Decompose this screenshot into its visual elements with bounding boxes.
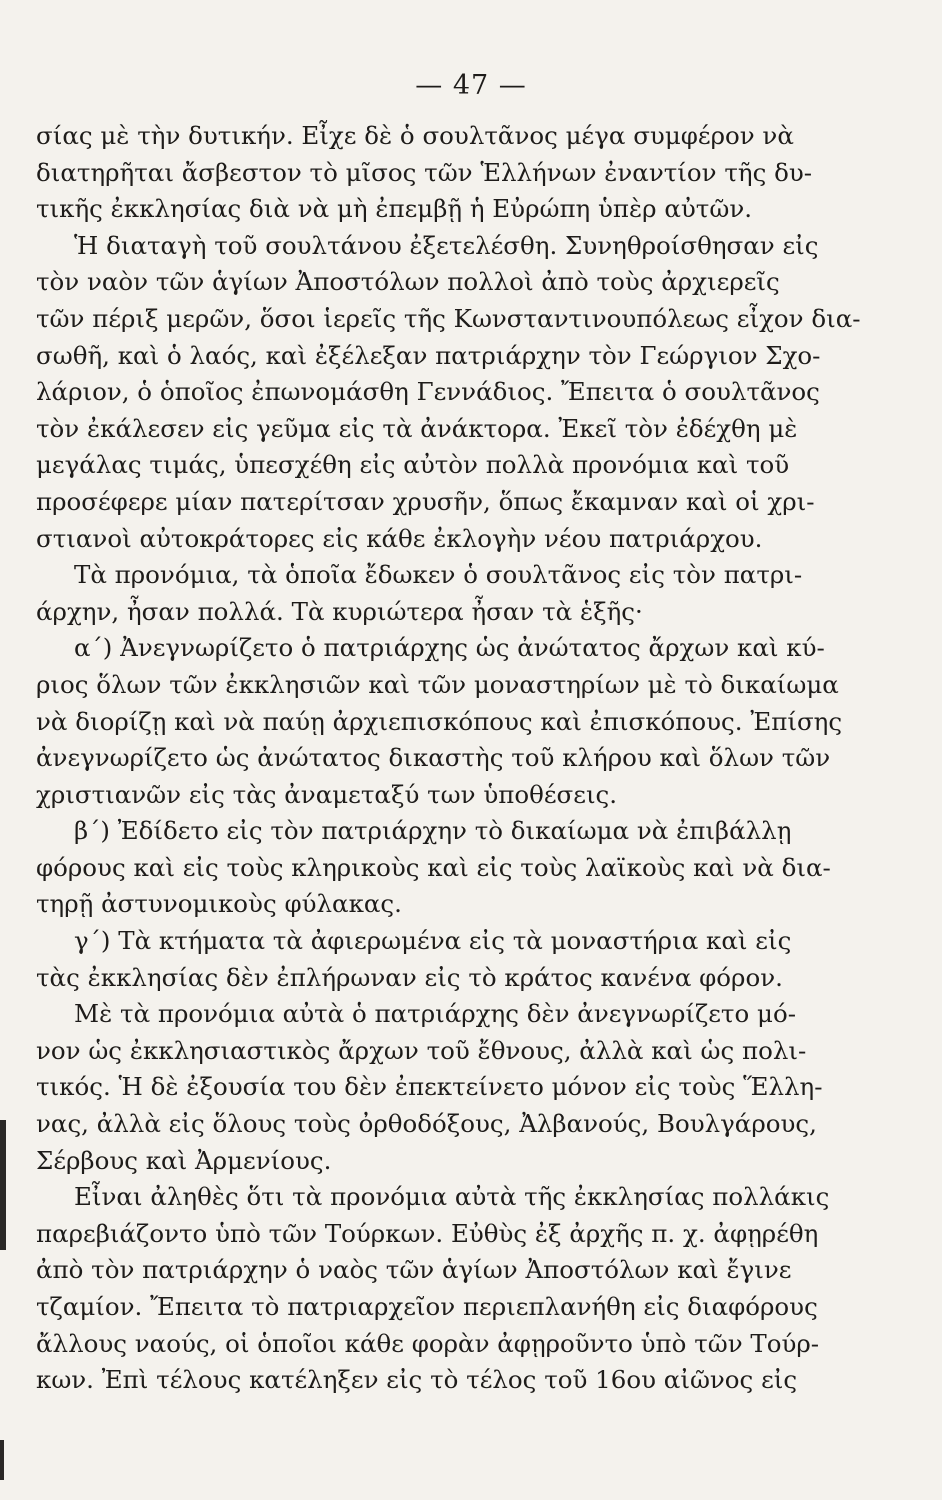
text-line: ἀνεγνωρίζετο ὡς ἀνώτατος δικαστὴς τοῦ κλήρου καὶ ὅλων τῶν bbox=[36, 743, 831, 773]
text-line: κων. Ἐπὶ τέλους κατέληξεν εἰς τὸ τέλος τοῦ 16ου αἰῶνος εἰς bbox=[36, 1365, 798, 1395]
text-line: στιανοὶ αὐτοκράτορες εἰς κάθε ἐκλογὴν νέου πατριάρχου. bbox=[36, 523, 763, 553]
text-line: τικός. Ἡ δὲ ἐξουσία του δὲν ἐπεκτείνετο μόνον εἰς τοὺς Ἕλλη- bbox=[36, 1072, 823, 1102]
text-line: Σέρβους καὶ Ἀρμενίους. bbox=[36, 1145, 332, 1175]
text-line: ἄλλους ναούς, οἱ ὁποῖοι κάθε φορὰν ἀφῃροῦντο ὑπὸ τῶν Τούρ- bbox=[36, 1328, 820, 1358]
text-line: τηρῇ ἀστυνομικοὺς φύλακας. bbox=[36, 889, 402, 919]
body-text bbox=[36, 118, 861, 1399]
text-line: άρχην, ἦσαν πολλά. Τὰ κυριώτερα ἦσαν τὰ ἑξῆς· bbox=[36, 596, 643, 626]
text-line: τικῆς ἐκκλησίας διὰ νὰ μὴ ἐπεμβῇ ἡ Εὐρώπη ὑπὲρ αὐτῶν. bbox=[36, 194, 753, 224]
text-line: σωθῆ, καὶ ὁ λαός, καὶ ἐξέλεξαν πατριάρχην τὸν Γεώργιον Σχο- bbox=[36, 340, 821, 370]
text-line: μεγάλας τιμάς, ὑπεσχέθη εἰς αὐτὸν πολλὰ προνόμια καὶ τοῦ bbox=[36, 450, 790, 480]
text-line: Μὲ τὰ προνόμια αὐτὰ ὁ πατριάρχης δὲν ἀνεγνωρίζετο μό- bbox=[74, 999, 796, 1029]
text-line: παρεβιάζοντο ὑπὸ τῶν Τούρκων. Εὐθὺς ἐξ ἀρχῆς π. χ. ἀφῃρέθη bbox=[36, 1218, 819, 1248]
text-line: νον ὡς ἐκκλησιαστικὸς ἄρχων τοῦ ἔθνους, ἀλλὰ καὶ ὡς πολι- bbox=[36, 1035, 807, 1065]
text-line: λάριον, ὁ ὁποῖος ἐπωνομάσθη Γεννάδιος. Ἔπειτα ὁ σουλτᾶνος bbox=[36, 377, 820, 407]
text-line: β΄) Ἐδίδετο εἰς τὸν πατριάρχην τὸ δικαίωμα νὰ ἐπιβάλλῃ bbox=[74, 816, 792, 846]
text-line: Εἶναι ἀληθὲς ὅτι τὰ προνόμια αὐτὰ τῆς ἐκκλησίας πολλάκις bbox=[74, 1182, 830, 1212]
scan-edge-mark bbox=[0, 1440, 4, 1480]
text-line: νας, ἀλλὰ εἰς ὅλους τοὺς ὀρθοδόξους, Ἀλβανούς, Βουλγάρους, bbox=[36, 1109, 817, 1139]
text-line: νὰ διορίζῃ καὶ νὰ παύῃ ἀρχιεπισκόπους καὶ ἐπισκόπους. Ἐπίσης bbox=[36, 706, 843, 736]
scan-edge-mark bbox=[0, 1120, 6, 1250]
text-line: τὸν ναὸν τῶν ἁγίων Ἀποστόλων πολλοὶ ἀπὸ τοὺς ἀρχιερεῖς bbox=[36, 267, 780, 297]
text-line: α΄) Ἀνεγνωρίζετο ὁ πατριάρχης ὡς ἀνώτατος ἄρχων καὶ κύ- bbox=[74, 633, 825, 663]
text-line: Τὰ προνόμια, τὰ ὁποῖα ἔδωκεν ὁ σουλτᾶνος εἰς τὸν πατρι- bbox=[74, 560, 803, 590]
text-line: τζαμίον. Ἔπειτα τὸ πατριαρχεῖον περιεπλανήθη εἰς διαφόρους bbox=[36, 1292, 818, 1321]
text-line: τὸν ἐκάλεσεν εἰς γεῦμα εἰς τὰ ἀνάκτορα. Ἐκεῖ τὸν ἐδέχθη μὲ bbox=[36, 413, 798, 443]
text-line: ριος ὅλων τῶν ἐκκλησιῶν καὶ τῶν μοναστηρίων μὲ τὸ δικαίωμα bbox=[36, 669, 839, 699]
text-line: γ΄) Τὰ κτήματα τὰ ἀφιερωμένα εἰς τὰ μοναστήρια καὶ εἰς bbox=[74, 926, 792, 956]
text-line: χριστιανῶν εἰς τὰς ἀναμεταξύ των ὑποθέσεις. bbox=[36, 779, 618, 809]
text-line: τὰς ἐκκλησίας δὲν ἐπλήρωναν εἰς τὸ κράτος κανένα φόρον. bbox=[36, 962, 783, 992]
text-line: διατηρῆται ἄσβεστον τὸ μῖσος τῶν Ἑλλήνων ἐναντίον τῆς δυ- bbox=[36, 157, 812, 187]
text-line: Ἡ διαταγὴ τοῦ σουλτάνου ἐξετελέσθη. Συνηθροίσθησαν εἰς bbox=[74, 230, 819, 260]
page-number: — 47 — bbox=[415, 70, 527, 101]
text-line: τῶν πέριξ μερῶν, ὅσοι ἱερεῖς τῆς Κωνσταντινουπόλεως εἶχον δια- bbox=[36, 303, 861, 333]
text-line: σίας μὲ τὴν δυτικήν. Εἶχε δὲ ὁ σουλτᾶνος μέγα συμφέρον νὰ bbox=[36, 121, 794, 150]
text-line: φόρους καὶ εἰς τοὺς κληρικοὺς καὶ εἰς τοὺς λαϊκοὺς καὶ νὰ δια- bbox=[36, 852, 831, 882]
text-line: ἀπὸ τὸν πατριάρχην ὁ ναὸς τῶν ἁγίων Ἀποστόλων καὶ ἔγινε bbox=[36, 1255, 792, 1285]
text-line: προσέφερε μίαν πατερίτσαν χρυσῆν, ὅπως ἔκαμναν καὶ οἱ χρι- bbox=[36, 486, 815, 516]
